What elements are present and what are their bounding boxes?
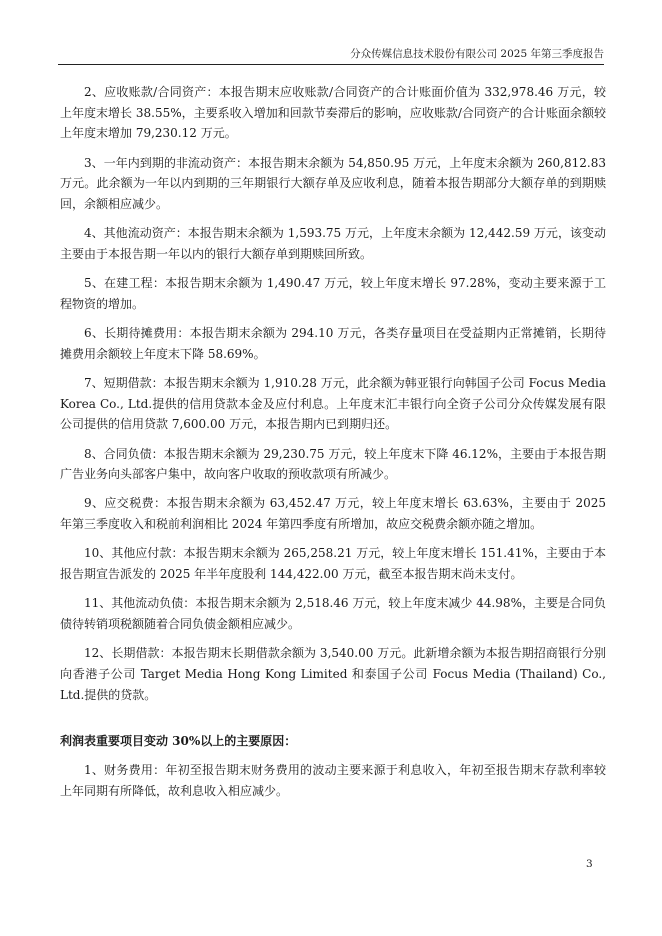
document-body (60, 82, 606, 810)
header-divider (58, 64, 604, 65)
paragraph-long-term-prepaid-expenses: 6、长期待摊费用：本报告期末余额为 294.10 万元，各类存量项目在受益期内正常摊销，长期待摊费用余额较上年度末下降 58.69%。 (60, 326, 606, 361)
paragraph-construction-in-progress: 5、在建工程：本报告期末余额为 1,490.47 万元，较上年度末增长 97.28%，变动主要来源于工程物资的增加。 (60, 276, 606, 311)
paragraph-long-term-borrowings: 12、长期借款：本报告期末长期借款余额为 3,540.00 万元。此新增余额为本报告期招商银行分别向香港子公司 Target Media Hong Kong Limited 和泰国子公司 Focus Media (Thailand) Co., Ltd.提供的贷款。 (60, 646, 606, 702)
paragraph-financial-expenses: 1、财务费用：年初至报告期末财务费用的波动主要来源于利息收入，年初至报告期末存款利率较上年同期有所降低，故利息收入相应减少。 (60, 762, 606, 798)
page-number: 3 (586, 858, 593, 870)
paragraph-accounts-receivable: 2、应收账款/合同资产：本报告期末应收账款/合同资产的合计账面价值为 332,978.46 万元，较上年度末增长 38.55%，主要系收入增加和回款节奏滞后的影响，应收账款/合同资产的合计账面余额较上年度末增加 79,230.12 万元。 (60, 85, 606, 141)
paragraph-other-payables: 10、其他应付款：本报告期末余额为 265,258.21 万元，较上年度末增长 151.41%，主要由于本报告期宣告派发的 2025 年半年度股利 144,422.00 万元，截至本报告期末尚未支付。 (60, 546, 606, 582)
header-title: 分众传媒信息技术股份有限公司 2025 年第三季度报告 (350, 48, 604, 60)
page-header (0, 0, 604, 60)
paragraph-contract-liabilities: 8、合同负债：本报告期末余额为 29,230.75 万元，较上年度末下降 46.12%，主要由于本报告期广告业务向头部客户集中，故向客户收取的预收款项有所减少。 (60, 446, 606, 482)
section-heading-income-statement: 利润表重要项目变动 30%以上的主要原因： (60, 734, 297, 749)
paragraph-taxes-payable: 9、应交税费：本报告期末余额为 63,452.47 万元，较上年度末增长 63.63%，主要由于 2025 年第三季度收入和税前利润相比 2024 年第四季度有所增加，故应交税费余额亦随之增加。 (60, 496, 606, 532)
paragraph-other-current-assets: 4、其他流动资产：本报告期末余额为 1,593.75 万元，上年度末余额为 12,442.59 万元，该变动主要由于本报告期一年以内的银行大额存单到期赎回所致。 (60, 226, 606, 261)
paragraph-current-portion-noncurrent-assets: 3、一年内到期的非流动资产：本报告期末余额为 54,850.95 万元，上年度末余额为 260,812.83 万元。此余额为一年以内到期的三年期银行大额存单及应收利息，随着本报告期部分大额存单的到期赎回，余额相应减少。 (60, 155, 606, 212)
paragraph-short-term-borrowings: 7、短期借款：本报告期末余额为 1,910.28 万元，此余额为韩亚银行向韩国子公司 Focus Media Korea Co., Ltd.提供的信用贷款本金及应付利息。上年度末汇丰银行向全资子公司分众传媒发展有限公司提供的信用贷款 7,600.00 万元，本报告期内已到期归还。 (60, 375, 606, 432)
paragraph-other-current-liabilities: 11、其他流动负债：本报告期末余额为 2,518.46 万元，较上年度末减少 44.98%，主要是合同负债待转销项税额随着合同负债金额相应减少。 (60, 596, 606, 631)
